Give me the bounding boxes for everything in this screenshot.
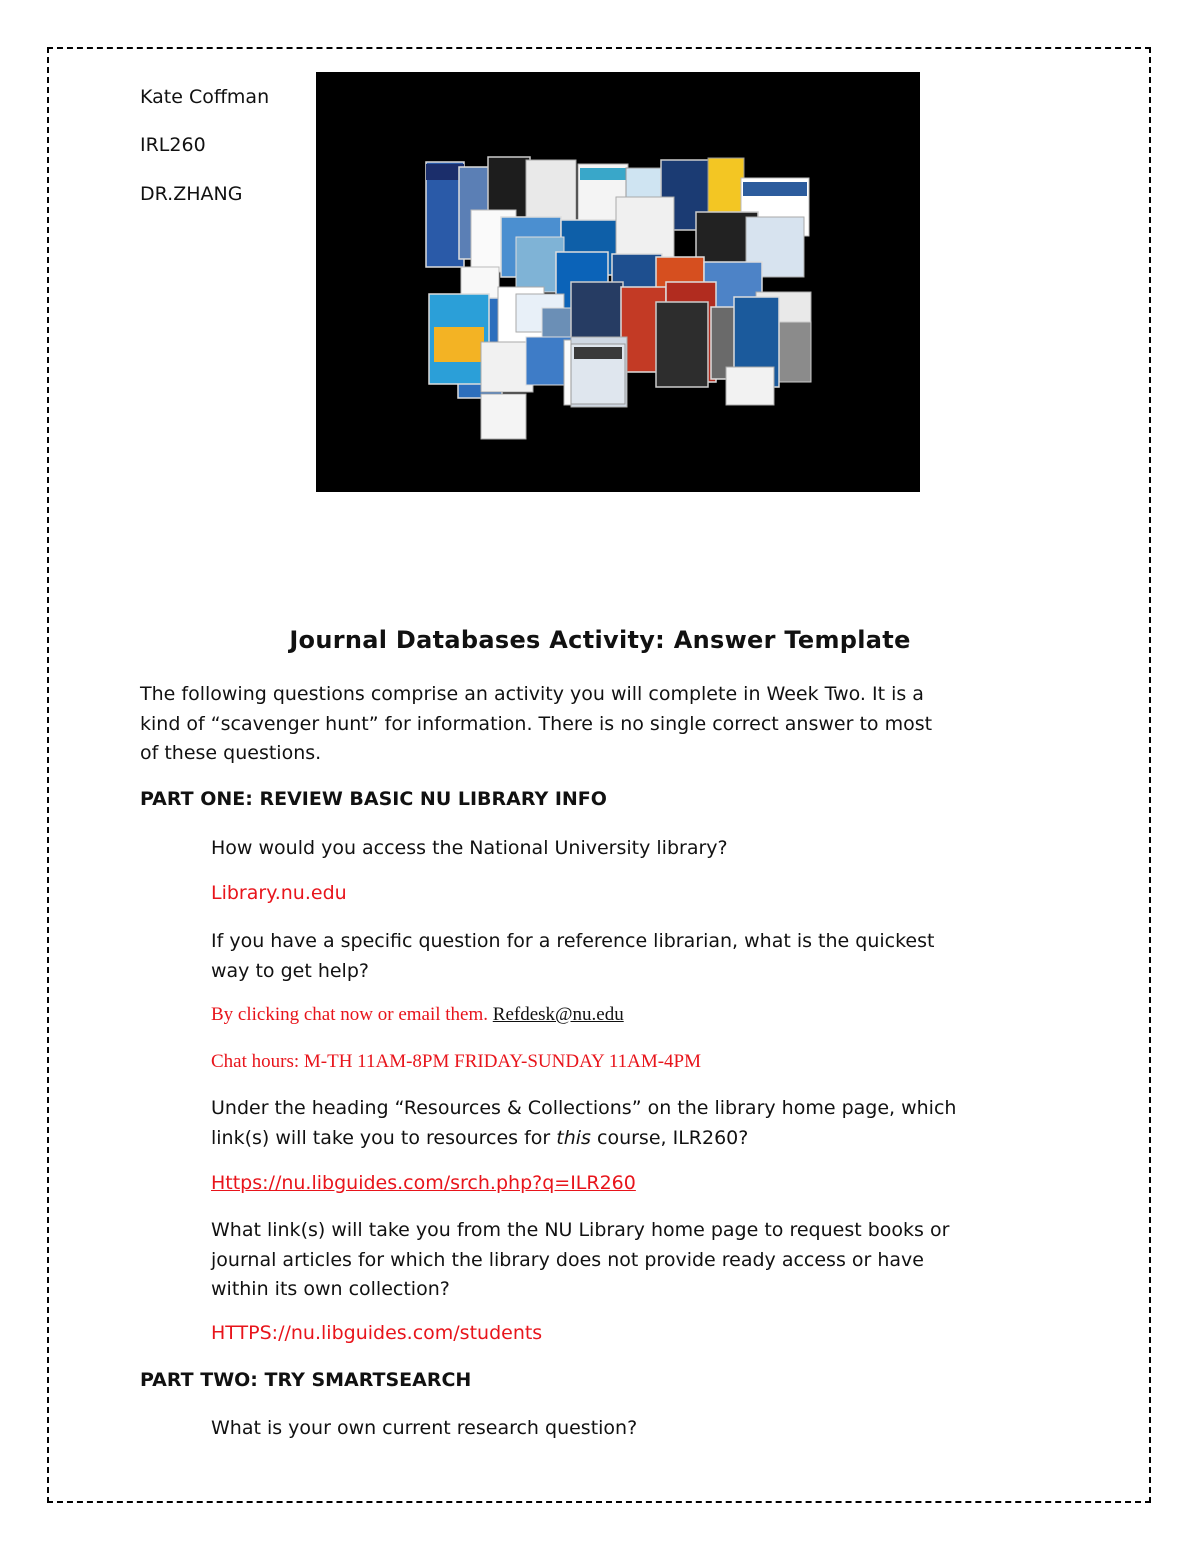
intro-paragraph (140, 680, 932, 769)
question-line: journal articles for which the library does not provide ready access or have (211, 1248, 924, 1271)
question-request-books (211, 1216, 1071, 1305)
question-line: within its own collection? (211, 1278, 450, 1300)
refdesk-email-link[interactable]: Refdesk@nu.edu (492, 1004, 624, 1025)
answer-contact-text: By clicking chat now or email them. (211, 1004, 489, 1025)
question-line: way to get help? (211, 959, 369, 982)
intro-line: kind of “scavenger hunt” for information. There is no single correct answer to most (140, 712, 933, 735)
question-line (211, 1124, 1071, 1154)
answer-contact (211, 1004, 624, 1026)
question-text: course, ILR260? (590, 1126, 749, 1149)
question-line: Under the heading “Resources & Collections” on the library home page, which (211, 1097, 957, 1119)
intro-line: of these questions. (140, 742, 322, 764)
question-resources-collections (211, 1094, 1071, 1153)
part-two-heading: PART TWO: TRY SMARTSEARCH (140, 1369, 472, 1391)
answer-library-url: Library.nu.edu (211, 882, 347, 904)
question-emphasis: this (556, 1126, 591, 1149)
journal-covers-image (316, 72, 920, 492)
question-line: What link(s) will take you from the NU Library home page to request books or (211, 1219, 950, 1241)
question-research: What is your own current research question? (211, 1417, 638, 1439)
instructor-name: DR.ZHANG (140, 183, 243, 205)
answer-libguides-link[interactable]: Https://nu.libguides.com/srch.php?q=ILR260 (211, 1172, 636, 1194)
question-access-library: How would you access the National University library? (211, 837, 728, 859)
answer-students-link: HTTPS://nu.libguides.com/students (211, 1322, 543, 1344)
intro-line: The following questions comprise an activity you will complete in Week Two. It is a (140, 683, 924, 705)
student-name: Kate Coffman (140, 86, 270, 108)
question-reference-librarian (211, 927, 1071, 986)
question-text: link(s) will take you to resources for (211, 1126, 557, 1149)
question-line: If you have a specific question for a reference librarian, what is the quickest (211, 930, 935, 952)
journal-covers-collage-icon (316, 72, 920, 492)
part-one-heading: PART ONE: REVIEW BASIC NU LIBRARY INFO (140, 788, 607, 810)
page-title: Journal Databases Activity: Answer Template (289, 626, 911, 654)
answer-chat-hours: Chat hours: M-TH 11AM-8PM FRIDAY-SUNDAY 11AM-4PM (211, 1051, 702, 1072)
course-code: IRL260 (140, 134, 206, 156)
